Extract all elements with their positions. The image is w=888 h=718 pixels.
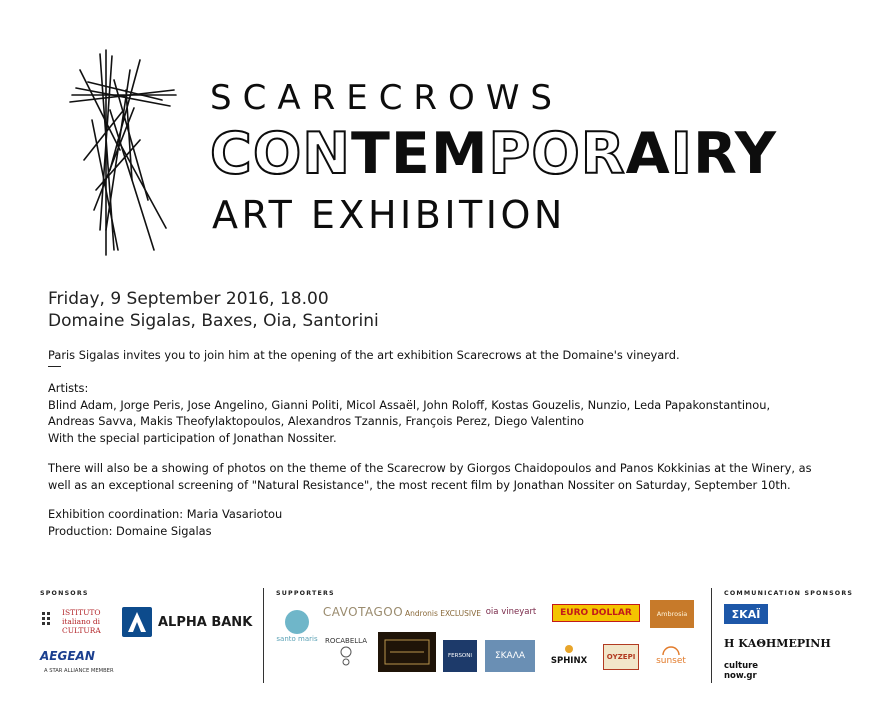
divider-dash — [48, 366, 61, 367]
fersoni-label: FERSONI — [447, 653, 473, 659]
special-participation: With the special participation of Jonathan Nossiter. — [48, 430, 337, 445]
oia-vineyart-label: oia vineyart — [485, 607, 537, 617]
title-part: A — [625, 121, 671, 187]
artists-line: Blind Adam, Jorge Peris, Jose Angelino, Gianni Politi, Micol Assaël, John Roloff, Kostas Gouzelis, Nunzio, Leda Papakonstantinou, — [48, 397, 771, 412]
culture-now-label-top: culture — [724, 661, 759, 671]
artists-block — [48, 380, 868, 446]
alpha-bank-label: ALPHA BANK — [158, 614, 253, 630]
alpha-bank-emblem-icon — [122, 607, 152, 637]
skala-label: ΣΚΑΛΑ — [494, 651, 526, 661]
event-venue: Domaine Sigalas, Baxes, Oia, Santorini — [48, 311, 379, 331]
title-part: I — [670, 121, 694, 187]
title-art-exhibition: ART EXHIBITION — [212, 193, 566, 237]
andronis-logo — [405, 602, 481, 624]
aegean-label: AEGEAN — [40, 649, 95, 663]
photos-paragraph — [48, 460, 868, 493]
event-datetime: Friday, 9 September 2016, 18.00 — [48, 289, 329, 309]
artists-line: Andreas Savva, Makis Theofylaktopoulos, Alexandros Tzannis, François Perez, Diego Valentino — [48, 414, 585, 428]
sphinx-logo — [542, 636, 596, 672]
title-contemporary — [210, 121, 777, 187]
photos-line: There will also be a showing of photos on the theme of the Scarecrow by Giorgos Chaidopoulos and Panos Kokkinias at the Winery, as — [48, 461, 812, 475]
event-info — [48, 288, 379, 332]
alpha-bank-logo — [122, 606, 254, 638]
rocabella-label: ROCABELLA — [324, 637, 368, 645]
invite-text: Paris Sigalas invites you to join him at the opening of the art exhibition Scarecrows at the Domaine's vineyard. — [48, 348, 680, 362]
kathimerini-label: Η ΚΑΘΗΜΕΡΙΝΗ — [724, 636, 831, 650]
footer-separator — [263, 588, 264, 683]
euro-dollar-logo — [552, 604, 640, 622]
credits-block — [48, 506, 868, 539]
santo-maris-logo — [278, 602, 316, 650]
communication-sponsors-heading: COMMUNICATION SPONSORS — [724, 590, 854, 597]
photos-line: well as an exceptional screening of "Natural Resistance", the most recent film by Jonathan Nossiter on Saturday, September 10th. — [48, 477, 791, 492]
rocabella-mark-icon — [339, 645, 353, 667]
istituto-italiano-logo — [40, 604, 116, 638]
title-scarecrows: SCARECROWS — [210, 78, 564, 118]
cavotagoo-label: CAVOTAGOO — [322, 605, 404, 619]
star-alliance-label: A STAR ALLIANCE MEMBER — [44, 668, 114, 674]
star-alliance-tag — [44, 666, 140, 676]
skai-label: ΣΚΑΪ — [731, 607, 761, 621]
istituto-emblem-icon — [40, 608, 62, 634]
sunset-logo — [647, 640, 695, 672]
scarecrow-logo-icon — [70, 50, 178, 255]
santo-maris-label: santo maris — [276, 635, 318, 643]
andronis-label: Andronis EXCLUSIVE — [405, 608, 481, 618]
culture-now-label-bottom: now.gr — [724, 671, 757, 681]
ambrosia-label: Ambrosia — [656, 610, 688, 618]
footer-separator — [711, 588, 712, 683]
euro-dollar-label: EURO DOLLAR — [560, 608, 632, 618]
santo-maris-circle-icon — [284, 609, 310, 635]
ambrosia-logo — [650, 600, 694, 628]
coordination-credit: Exhibition coordination: Maria Vasariotou — [48, 507, 283, 521]
sunset-label: sunset — [656, 656, 686, 666]
winery-ornament-icon — [382, 637, 432, 667]
fersoni-logo — [443, 640, 477, 672]
supporters-heading: SUPPORTERS — [276, 590, 335, 597]
title-part: RY — [693, 121, 778, 187]
ouzeri-label: ΟΥΖΕΡΙ — [606, 653, 636, 661]
sphinx-label: SPHINX — [550, 656, 588, 666]
cavotagoo-logo — [322, 602, 404, 622]
rocabella-logo — [320, 628, 372, 676]
title-part: POR — [488, 121, 626, 187]
title-part: CON — [210, 121, 351, 187]
sphinx-sun-icon — [561, 642, 577, 656]
kathimerini-logo — [724, 634, 840, 652]
culture-now-logo — [724, 658, 780, 684]
production-credit: Production: Domaine Sigalas — [48, 523, 212, 538]
istituto-label: ISTITUTO italiano di CULTURA — [62, 607, 101, 635]
ouzeri-logo — [603, 644, 639, 670]
title-part: TEM — [351, 121, 489, 187]
skai-logo — [724, 604, 768, 624]
oia-vineyart-logo — [480, 602, 542, 622]
artists-heading: Artists: — [48, 381, 89, 395]
skala-logo — [485, 640, 535, 672]
sunset-arc-icon — [662, 646, 680, 656]
winery-dark-logo — [378, 632, 436, 672]
aegean-logo — [40, 648, 144, 664]
sponsors-heading: SPONSORS — [40, 590, 89, 597]
